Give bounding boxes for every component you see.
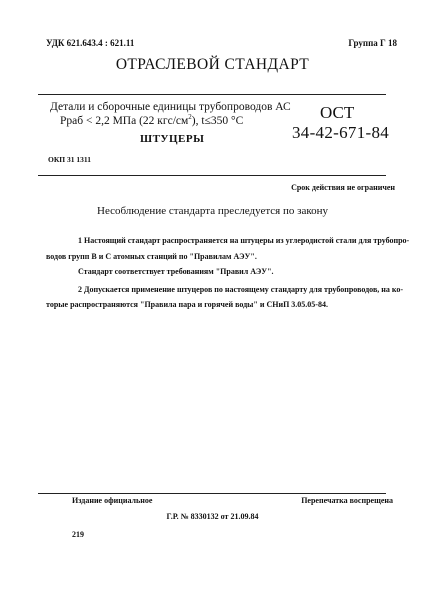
ost-number: 34-42-671-84	[292, 123, 390, 142]
paragraph-1-line-2: водов групп В и С атомных станций по "Правилам АЭУ".	[46, 252, 257, 261]
validity-note: Срок действия не ограничен	[291, 183, 395, 192]
pressure-text: Рраб < 2,2 МПа (22 кгс/см	[60, 115, 189, 127]
group-code: Группа Г 18	[348, 38, 397, 48]
paragraph-2-line-1: 2 Допускается применение штуцеров по настоящему стандарту для трубопроводов, на ко-	[78, 285, 404, 294]
ost-label: ОСТ	[320, 103, 355, 122]
okp-code: ОКП 31 1311	[48, 155, 91, 164]
pressure-superscript: 2	[188, 113, 192, 122]
temperature-text: ), t≤350 °С	[191, 115, 244, 127]
designation-line-2	[60, 115, 243, 127]
product-name: ШТУЦЕРЫ	[140, 133, 205, 145]
top-divider	[38, 94, 386, 95]
paragraph-2-line-2: торые распространяются "Правила пара и горячей воды" и СНиП 3.05.05-84.	[46, 300, 328, 309]
designation-line-1: Детали и сборочные единицы трубопроводов АС	[50, 101, 291, 113]
edition-note: Издание официальное	[72, 496, 153, 505]
paragraph-1-line-1: 1 Настоящий стандарт распространяется на штуцеры из углеродистой стали для трубопро-	[78, 236, 410, 245]
paragraph-1-line-3: Стандарт соответствует требованиям "Правил АЭУ".	[78, 267, 274, 276]
udk-code: УДК 621.643.4 : 621.11	[46, 38, 135, 48]
reprint-note: Перепечатка воспрещена	[301, 496, 393, 505]
page-number: 219	[72, 530, 84, 539]
document-title: ОТРАСЛЕВОЙ СТАНДАРТ	[115, 56, 310, 73]
bottom-divider	[38, 175, 386, 176]
registration-number: Г.Р. № 8330132 от 21.09.84	[166, 512, 259, 521]
footer-divider	[38, 493, 386, 494]
violation-notice: Несоблюдение стандарта преследуется по закону	[97, 205, 328, 217]
